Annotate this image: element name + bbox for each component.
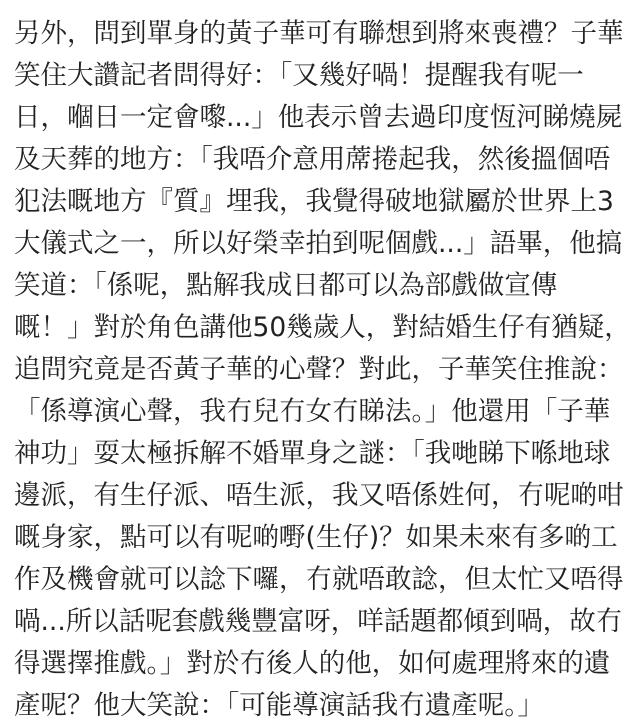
article-line: 「係導演心聲，我冇兒冇女冇睇法。」他還用「子華 xyxy=(14,396,611,427)
article-line: 嘅！」對於角色講他50幾歲人，對結婚生仔有猶疑， xyxy=(14,312,631,343)
article-line: 產呢？他大笑說：「可能導演話我冇遺產呢。」 xyxy=(14,690,544,721)
article-line: 犯法嘅地方『質』埋我，我覺得破地獄屬於世界上3 xyxy=(14,186,614,217)
article-line: 大儀式之一，所以好榮幸拍到呢個戲...」語畢，他搞 xyxy=(14,228,623,259)
article-line: 追問究竟是否黃子華的心聲？對此，子華笑住推說： xyxy=(14,354,624,385)
article-line: 另外，問到單身的黃子華可有聯想到將來喪禮？子華 xyxy=(14,18,624,49)
article-line: 日，嗰日一定會嚟...」他表示曾去過印度恆河睇燒屍 xyxy=(14,102,623,133)
article-line: 笑道：「係呢，點解我成日都可以為部戲做宣傳 xyxy=(14,270,558,301)
article-line: 邊派，有生仔派、唔生派，我又唔係姓何，冇呢啲咁 xyxy=(14,480,624,511)
article-line: 喎...所以話呢套戲幾豐富呀，咩話題都傾到喎，故冇 xyxy=(14,606,623,637)
article-line: 得選擇推戲。」對於冇後人的他，如何處理將來的遺 xyxy=(14,648,611,679)
article-line: 神功」耍太極拆解不婚單身之謎：「我哋睇下喺地球 xyxy=(14,438,611,469)
article-line: 嘅身家，點可以有呢啲嘢(生仔)？如果未來有多啲工 xyxy=(14,522,618,553)
article-line: 笑住大讚記者問得好：「又幾好喎！提醒我有呢一 xyxy=(14,60,584,91)
article-line: 作及機會就可以諗下囉，冇就唔敢諗，但太忙又唔得 xyxy=(14,564,624,595)
article-line: 及天葬的地方：「我唔介意用蓆捲起我，然後搵個唔 xyxy=(14,144,611,175)
